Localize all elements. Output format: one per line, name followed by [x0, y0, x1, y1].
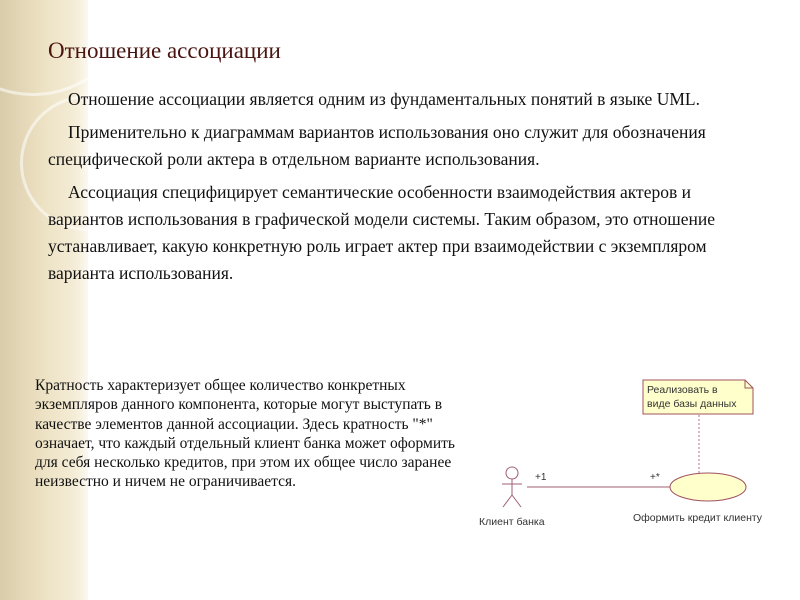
use-case-diagram [460, 370, 780, 530]
actor-label: Клиент банка [479, 516, 545, 528]
slide-title: Отношение ассоциации [48, 38, 281, 63]
use-case-ellipse [670, 473, 746, 501]
paragraph: Ассоциация специфицирует семантические особенности взаимодействия актеров и вариантов использования в графической модели системы. Таким образом, это отношение устанавливает, какую конкретную роль играет актер при взаимодействии с экземпляром варианта использования. [48, 182, 716, 283]
note-line-2: виде базы данных [647, 398, 737, 410]
multiplicity-usecase: +* [650, 472, 660, 483]
body-text [48, 86, 748, 287]
multiplicity-actor: +1 [535, 472, 547, 483]
actor-icon [502, 467, 522, 507]
paragraph: Применительно к диаграммам вариантов использования оно служит для обозначения специфической роли актера в отдельном варианте использования. [48, 122, 706, 169]
multiplicity-text: Кратность характеризует общее количество конкретных экземпляров данного компонента, которые могут выступать в качестве элементов данной ассоциации. Здесь кратность "*" означает, что каждый отдельный клиент банка может оформить для себя несколько кредитов, при этом их общее число заранее неизвестно и ничем не ограничивается. [35, 377, 455, 491]
paragraph: Отношение ассоциации является одним из фундаментальных понятий в языке UML. [68, 89, 700, 109]
usecase-label: Оформить кредит клиенту [633, 512, 763, 524]
note-line-1: Реализовать в [647, 384, 718, 396]
